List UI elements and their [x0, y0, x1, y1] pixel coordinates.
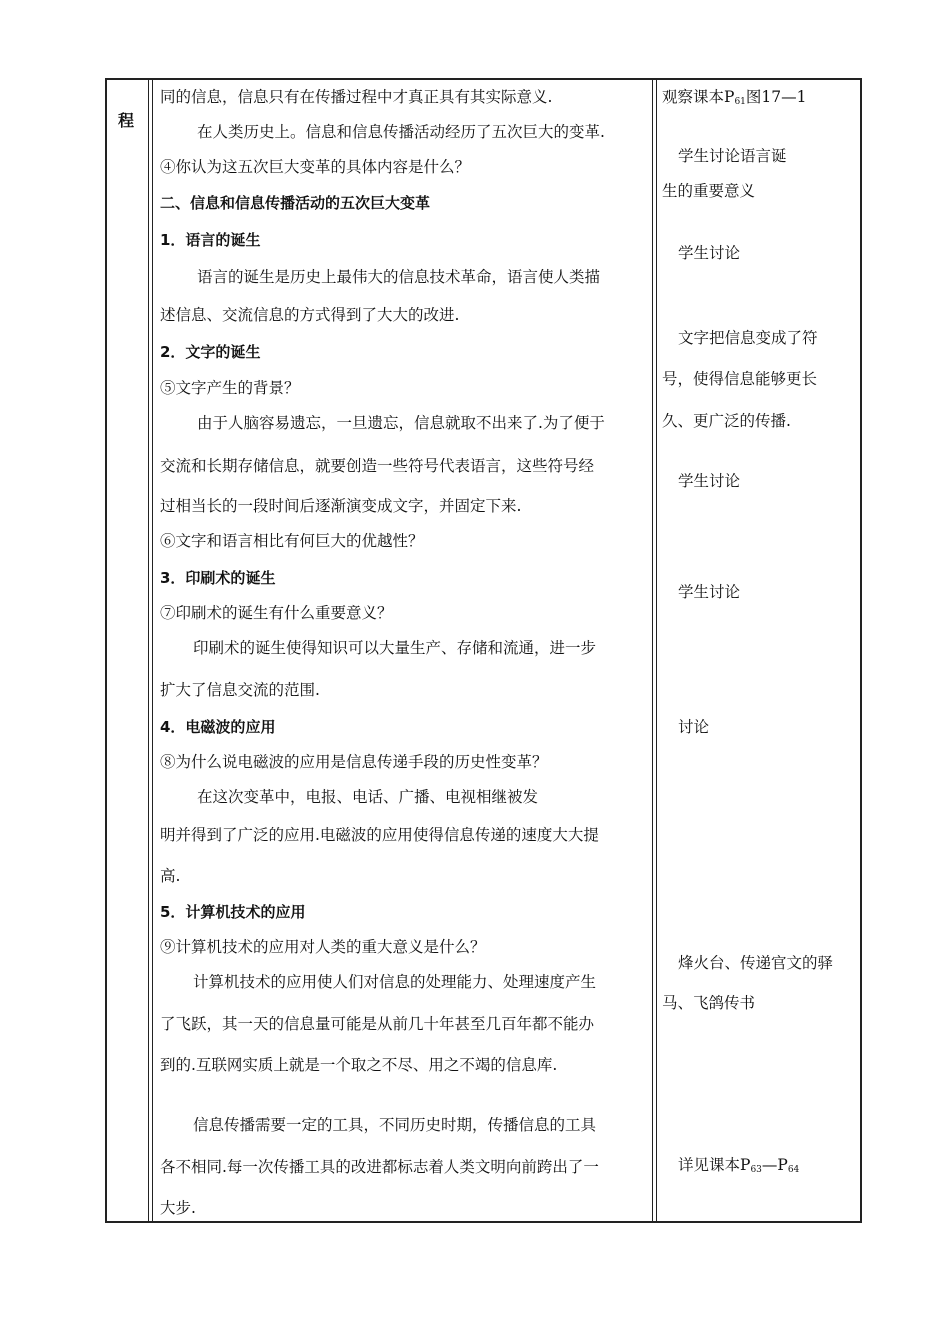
question-6: ⑥文字和语言相比有何巨大的优越性？: [160, 532, 424, 550]
text-line: 大步.: [160, 1199, 196, 1217]
question-8: ⑧为什么说电磁波的应用是信息传递手段的历史性变革？: [160, 753, 548, 771]
subsection-heading: 4．电磁波的应用: [160, 718, 276, 736]
activity-note: 学生讨论: [678, 472, 741, 490]
text-line: 了飞跃，其一天的信息量可能是从前几十年甚至几百年都不能办: [160, 1015, 595, 1033]
section-heading: 二、信息和信息传播活动的五次巨大变革: [160, 194, 431, 212]
text-line: 明并得到了广泛的应用.电磁波的应用使得信息传递的速度大大提: [160, 826, 599, 844]
text-line: 述信息、交流信息的方式得到了大大的改进.: [160, 306, 460, 324]
text-line: 由于人脑容易遗忘，一旦遗忘，信息就取不出来了.为了便于: [197, 414, 605, 432]
left-column-label: 程: [118, 111, 135, 130]
subsection-heading: 5．计算机技术的应用: [160, 903, 306, 921]
subsection-heading: 3．印刷术的诞生: [160, 569, 276, 587]
activity-note: 烽火台、传递官文的驿: [678, 954, 834, 972]
subsection-heading: 2．文字的诞生: [160, 343, 261, 361]
question-4: ④你认为这五次巨大变革的具体内容是什么？: [160, 158, 471, 176]
text-line: 同的信息，信息只有在传播过程中才真正具有其实际意义.: [160, 88, 553, 106]
text-line: 到的.互联网实质上就是一个取之不尽、用之不竭的信息库.: [160, 1056, 558, 1074]
question-7: ⑦印刷术的诞生有什么重要意义？: [160, 604, 393, 622]
text-line: 计算机技术的应用使人们对信息的处理能力、处理速度产生: [193, 973, 597, 991]
text-line: 语言的诞生是历史上最伟大的信息技术革命，语言使人类描: [197, 268, 601, 286]
text-line: 扩大了信息交流的范围.: [160, 681, 320, 699]
activity-note: 号，使得信息能够更长: [662, 370, 818, 388]
column-divider: [656, 80, 657, 1221]
text-line: 各不相同.每一次传播工具的改进都标志着人类文明向前跨出了一: [160, 1158, 599, 1176]
question-5: ⑤文字产生的背景？: [160, 379, 300, 397]
text-line: 信息传播需要一定的工具，不同历史时期，传播信息的工具: [193, 1116, 597, 1134]
activity-note: 学生讨论: [678, 583, 741, 601]
text-line: 交流和长期存储信息，就要创造一些符号代表语言，这些符号经: [160, 457, 595, 475]
activity-note: 文字把信息变成了符: [678, 329, 818, 347]
text-line: 在人类历史上。信息和信息传播活动经历了五次巨大的变革.: [197, 123, 605, 141]
activity-note: 学生讨论: [678, 244, 741, 262]
activity-note: 讨论: [678, 718, 710, 736]
text-line: 印刷术的诞生使得知识可以大量生产、存储和流通，进一步: [193, 639, 597, 657]
text-line: 高.: [160, 867, 181, 885]
activity-note: 久、更广泛的传播.: [662, 412, 791, 430]
column-divider: [148, 80, 149, 1221]
activity-note: 马、飞鸽传书: [662, 994, 756, 1012]
activity-note: 生的重要意义: [662, 182, 756, 200]
text-line: 在这次变革中，电报、电话、广播、电视相继被发: [197, 788, 539, 806]
activity-note: 详见课本$P_{63}—P_{64}$: [678, 1156, 800, 1175]
text-line: 过相当长的一段时间后逐渐演变成文字，并固定下来.: [160, 497, 522, 515]
activity-note: 观察课本$P_{61}$图17—1: [662, 88, 807, 107]
column-divider: [652, 80, 653, 1221]
subsection-heading: 1．语言的诞生: [160, 231, 261, 249]
activity-note: 学生讨论语言诞: [678, 147, 787, 165]
column-divider: [152, 80, 153, 1221]
question-9: ⑨计算机技术的应用对人类的重大意义是什么？: [160, 938, 486, 956]
